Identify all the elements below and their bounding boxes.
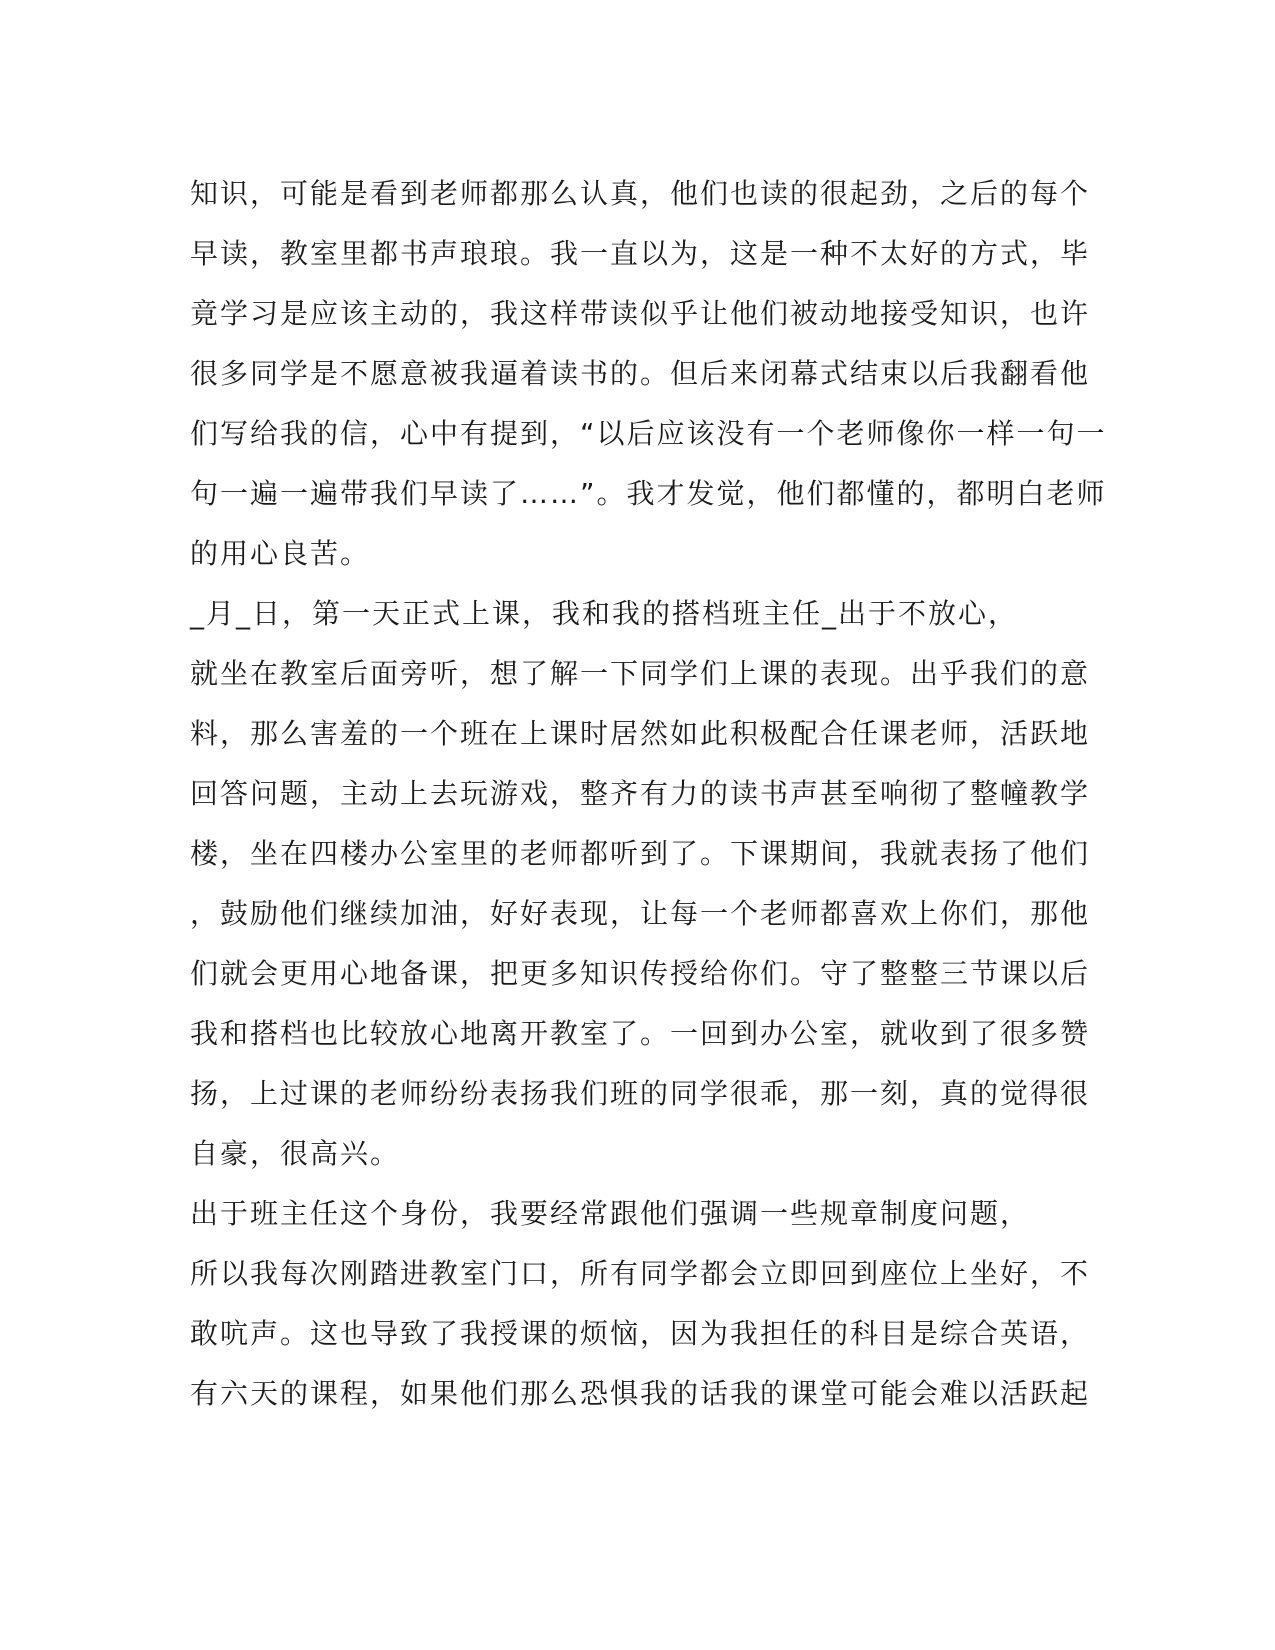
body-text [190, 164, 1107, 1424]
text-line: 有六天的课程，如果他们那么恐惧我的话我的课堂可能会难以活跃起 [190, 1377, 1091, 1410]
text-line: 知识，可能是看到老师都那么认真，他们也读的很起劲，之后的每个 [190, 177, 1091, 210]
text-line: _月_日，第一天正式上课，我和我的搭档班主任_出于不放心， [190, 597, 1019, 630]
text-line: 就坐在教室后面旁听，想了解一下同学们上课的表现。出乎我们的意 [190, 657, 1091, 690]
text-line: 敢吭声。这也导致了我授课的烦恼，因为我担任的科目是综合英语， [190, 1317, 1091, 1350]
text-line: 楼，坐在四楼办公室里的老师都听到了。下课期间，我就表扬了他们 [190, 837, 1091, 870]
text-line: 料，那么害羞的一个班在上课时居然如此积极配合任课老师，活跃地 [190, 717, 1091, 750]
text-line: 的用心良苦。 [190, 537, 371, 570]
text-line: 所以我每次刚踏进教室门口，所有同学都会立即回到座位上坐好，不 [190, 1257, 1091, 1290]
text-line: 竟学习是应该主动的，我这样带读似乎让他们被动地接受知识，也许 [190, 297, 1091, 330]
text-line: 很多同学是不愿意被我逼着读书的。但后来闭幕式结束以后我翻看他 [190, 357, 1091, 390]
text-line: ，鼓励他们继续加油，好好表现，让每一个老师都喜欢上你们，那他 [190, 897, 1091, 930]
text-line: 们就会更用心地备课，把更多知识传授给你们。守了整整三节课以后 [190, 957, 1091, 990]
text-line: 早读，教室里都书声琅琅。我一直以为，这是一种不太好的方式，毕 [190, 237, 1091, 270]
text-line: 自豪，很高兴。 [190, 1137, 401, 1170]
text-line: 们写给我的信，心中有提到，“以后应该没有一个老师像你一样一句一 [190, 417, 1107, 450]
text-line: 句一遍一遍带我们早读了……”。我才发觉，他们都懂的，都明白老师 [190, 477, 1107, 510]
text-line: 扬，上过课的老师纷纷表扬我们班的同学很乖，那一刻，真的觉得很 [190, 1077, 1091, 1110]
text-line: 回答问题，主动上去玩游戏，整齐有力的读书声甚至响彻了整幢教学 [190, 777, 1091, 810]
text-line: 出于班主任这个身份，我要经常跟他们强调一些规章制度问题， [190, 1197, 1031, 1230]
text-line: 我和搭档也比较放心地离开教室了。一回到办公室，就收到了很多赞 [190, 1017, 1091, 1050]
